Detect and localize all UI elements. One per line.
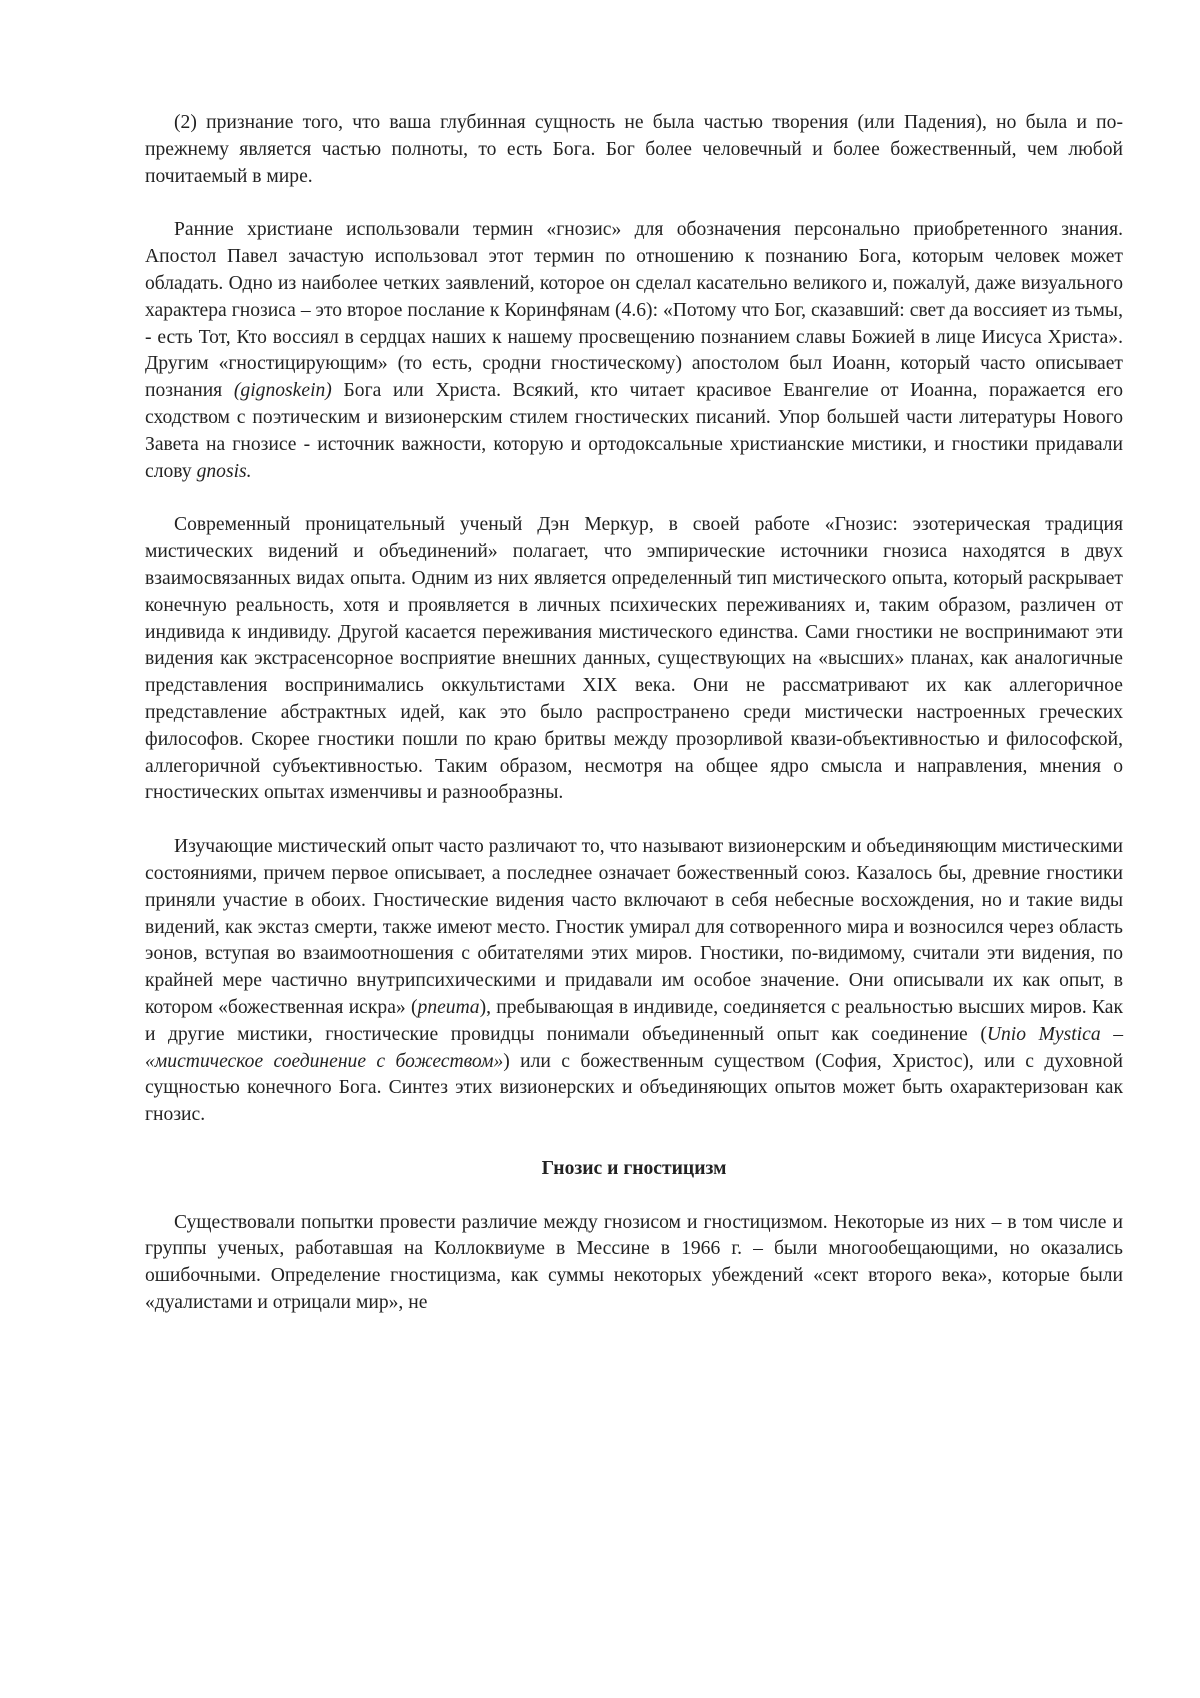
text-run: Изучающие мистический опыт часто различают то, что называют визионерским и объединяющим мистическими состояниями, причем первое описывает, а последнее означает божественный союз. Казалось бы, древние гностики приняли участие в обоих. Гностические видения часто включают в себя небесные восхождения, но и такие виды видений, как экстаз смерти, также имеют место. Гностик умирал для сотворенного мира и возносился через область эонов, вступая во взаимоотношения с обитателями этих миров. Гностики, по-видимому, считали эти видения, по крайней мере частично внутрипсихическими и придавали им особое значение. Они описывали их как опыт, в котором «божественная искра» (: [145, 836, 1123, 1018]
section-heading: Гнозис и гностицизм: [541, 1157, 727, 1179]
text-run: ) или с божественным существом (София, Христос), или с духовной сущностью конечного Бога. Синтез этих визионерских и объединяющих опытов может быть охарактеризован как гнозис.: [145, 1050, 1123, 1126]
text-run: Современный проницательный ученый Дэн Меркур, в своей работе «Гнозис: эзотерическая традиция мистических видений и объединений» полагает, что эмпирические источники гнозиса находятся в двух взаимосвязанных видах опыта. Одним из них является определенный тип мистического опыта, который раскрывает конечную реальность, хотя и проявляется в личных психических переживаниях и, таким образом, различен от индивида к индивиду. Другой касается переживания мистического единства. Сами гностики не воспринимают эти видения как экстрасенсорное восприятие внешних данных, существующих на «высших» планах, как аналогичные представления воспринимались оккультистами XIX века. Они не рассматривают их как аллегоричное представление абстрактных идей, как это было распространено среди мистически настроенных греческих философов. Скорее гностики пошли по краю бритвы между прозорливой квази-объективностью и философской, аллегоричной субъективностью. Таким образом, несмотря на общее ядро смысла и направления, мнения о гностических опытах изменчивы и разнообразны.: [145, 514, 1123, 804]
body-text-section-2: [145, 1210, 1123, 1317]
italic-text: gnosis.: [196, 460, 252, 482]
text-run: (2) признание того, что ваша глубинная сущность не была частью творения (или Падения), но была и по-прежнему является частью полноты, то есть Бога. Бог более человечный и более божественный, чем любой почитаемый в мире.: [145, 112, 1123, 187]
italic-text: pneuma: [417, 996, 480, 1018]
document-page: [145, 110, 1123, 1344]
text-run: Существовали попытки провести различие между гнозисом и гностицизмом. Некоторые из них – в том числе и группы ученых, работавшая на Коллоквиуме в Мессине в 1966 г. – были многообещающими, но оказались ошибочными. Определение гностицизма, как суммы некоторых убеждений «сект второго века», которые были «дуалистами и отрицали мир», не: [145, 1211, 1123, 1314]
paragraph-p2: [145, 217, 1123, 485]
paragraph-p3: [145, 512, 1123, 807]
paragraph-p1: [145, 110, 1123, 190]
italic-text: (gignoskein): [233, 380, 332, 402]
text-run: Бога или Христа. Всякий, кто читает красивое Евангелие от Иоанна, поражается его сходством с поэтическим и визионерским стилем гностических писаний. Упор большей части литературы Нового Завета на гнозисе - источник важности, которую и ортодоксальные христианские мистики, и гностики придавали слову: [145, 380, 1123, 482]
body-text-section: [145, 110, 1123, 1129]
paragraph-p4: [145, 834, 1123, 1129]
text-run: Ранние христиане использовали термин «гнозис» для обозначения персонально приобретенного знания. Апостол Павел зачастую использовал этот термин по отношению к познанию Бога, которым человек может обладать. Одно из наиболее четких заявлений, которое он сделал касательно великого и, пожалуй, даже визуального характера гнозиса – это второе послание к Коринфянам (4.6): «Потому что Бог, сказавший: свет да воссияет из тьмы, - есть Тот, Кто воссиял в сердцах наших к нашему просвещению познанием славы Божией в лице Иисуса Христа». Другим «гностицирующим» (то есть, сродни гностическому) апостолом был Иоанн, который часто описывает познания: [145, 219, 1123, 402]
italic-text: Unio Mystica – «мистическое соединение с божеством»: [145, 1023, 1123, 1072]
text-run: ), пребывающая в индивиде, соединяется с реальностью высших миров. Как и другие мистики, гностические провидцы понимали объединенный опыт как соединение (: [145, 996, 1123, 1045]
paragraph-p5: [145, 1210, 1123, 1317]
